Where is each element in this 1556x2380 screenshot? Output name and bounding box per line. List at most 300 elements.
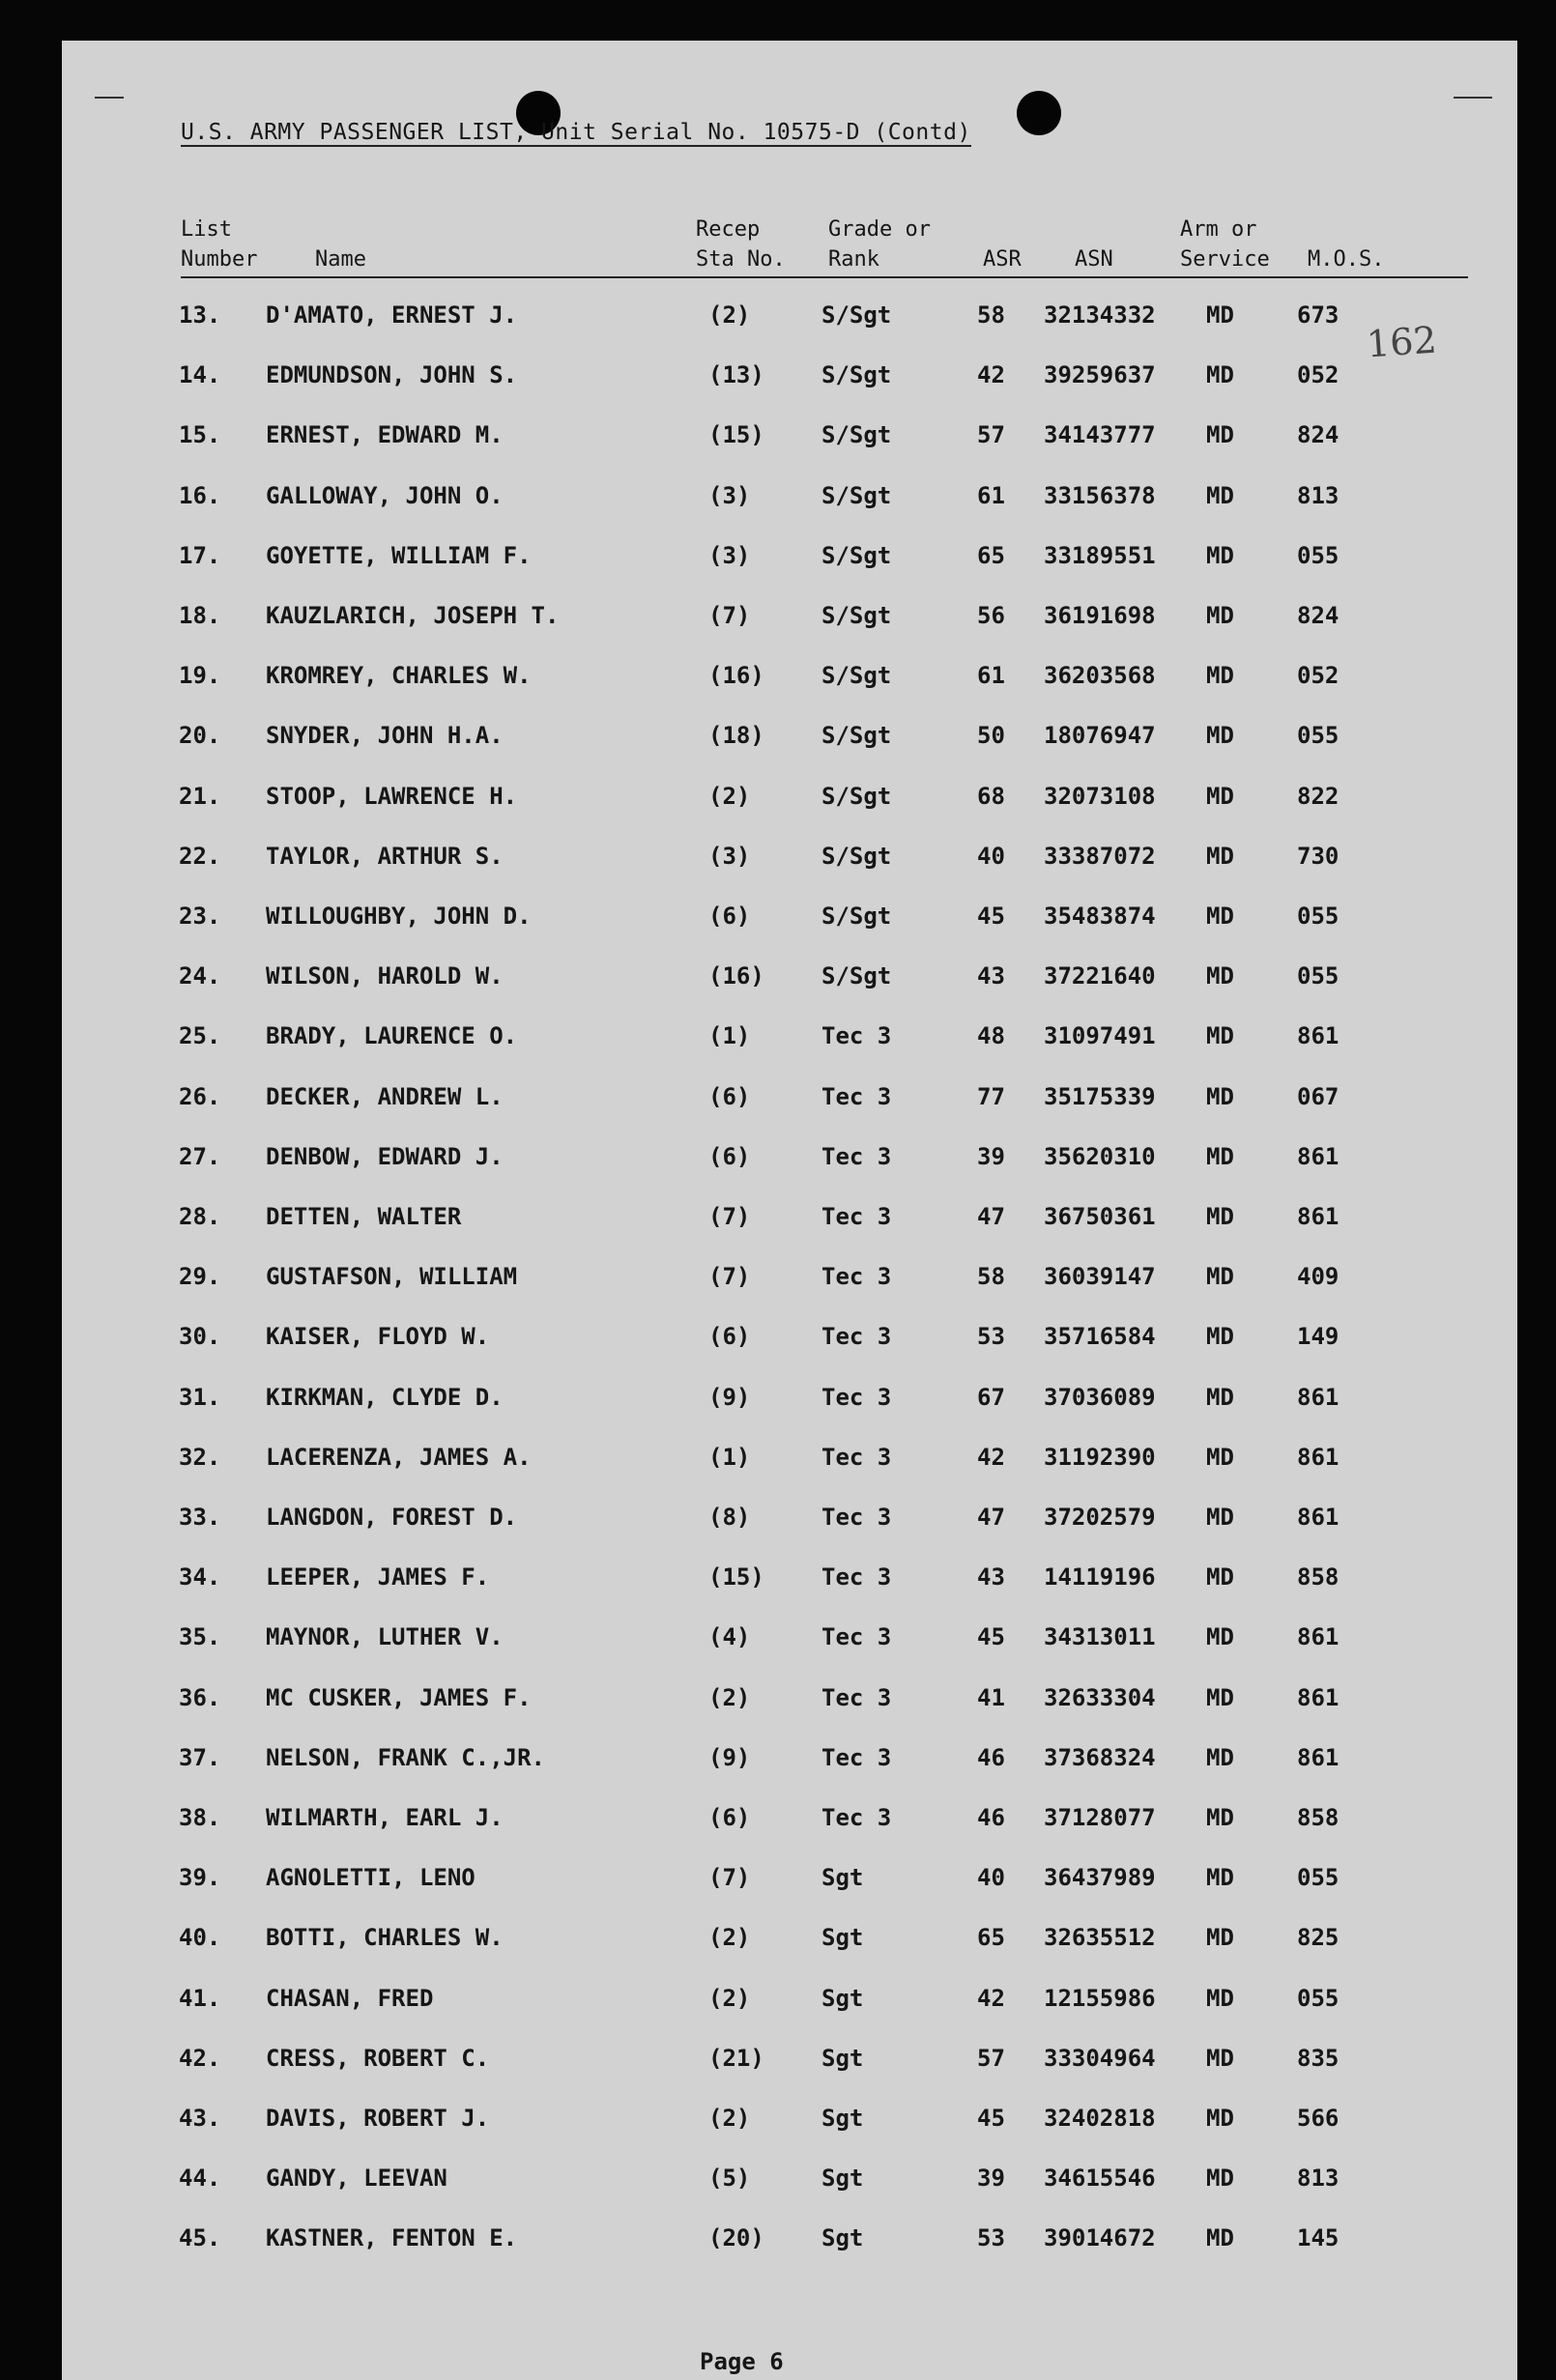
arm-or-service: MD <box>1206 421 1234 448</box>
passenger-name: GALLOWAY, JOHN O. <box>266 482 504 509</box>
list-number: 41. <box>179 1985 221 2012</box>
table-row <box>62 1684 1517 1723</box>
recep-sta-no: (7) <box>708 1263 751 1290</box>
grade-or-rank: Tec 3 <box>821 1504 892 1531</box>
header-underline <box>181 276 1468 278</box>
recep-sta-no: (5) <box>708 2165 751 2192</box>
recep-sta-no: (9) <box>708 1744 751 1771</box>
arm-or-service: MD <box>1206 722 1234 749</box>
mos-code: 824 <box>1297 421 1340 448</box>
asn-value: 35483874 <box>1044 903 1156 930</box>
list-number: 27. <box>179 1143 221 1170</box>
passenger-name: LACERENZA, JAMES A. <box>266 1444 532 1471</box>
mos-code: 858 <box>1297 1804 1340 1831</box>
mos-code: 052 <box>1297 361 1340 388</box>
table-row <box>62 2165 1517 2203</box>
passenger-name: DENBOW, EDWARD J. <box>266 1143 504 1170</box>
arm-or-service: MD <box>1206 2165 1234 2192</box>
mos-code: 861 <box>1297 1623 1340 1650</box>
grade-or-rank: Tec 3 <box>821 1684 892 1711</box>
document-title: U.S. ARMY PASSENGER LIST, Unit Serial No. 10575-D (Contd) <box>181 120 971 145</box>
asr-value: 42 <box>977 1985 1005 2012</box>
table-row <box>62 482 1517 521</box>
list-number: 40. <box>179 1924 221 1951</box>
grade-or-rank: Tec 3 <box>821 1143 892 1170</box>
grade-or-rank: S/Sgt <box>821 903 892 930</box>
grade-or-rank: Tec 3 <box>821 1444 892 1471</box>
grade-or-rank: Tec 3 <box>821 1022 892 1049</box>
grade-or-rank: Tec 3 <box>821 1563 892 1591</box>
mos-code: 824 <box>1297 602 1340 629</box>
grade-or-rank: S/Sgt <box>821 662 892 689</box>
asn-value: 18076947 <box>1044 722 1156 749</box>
grade-or-rank: Tec 3 <box>821 1203 892 1230</box>
asn-value: 36203568 <box>1044 662 1156 689</box>
grade-or-rank: Tec 3 <box>821 1623 892 1650</box>
asn-value: 33156378 <box>1044 482 1156 509</box>
passenger-name: NELSON, FRANK C.,JR. <box>266 1744 545 1771</box>
passenger-name: KAISER, FLOYD W. <box>266 1323 490 1350</box>
asr-value: 61 <box>977 482 1005 509</box>
grade-or-rank: Tec 3 <box>821 1744 892 1771</box>
recep-sta-no: (18) <box>708 722 764 749</box>
grade-or-rank: Sgt <box>821 2165 864 2192</box>
page-stamp-number: 162 <box>1365 318 1438 366</box>
passenger-name: WILMARTH, EARL J. <box>266 1804 504 1831</box>
recep-sta-no: (15) <box>708 421 764 448</box>
asn-value: 33304964 <box>1044 2045 1156 2072</box>
mos-code: 858 <box>1297 1563 1340 1591</box>
list-number: 13. <box>179 301 221 329</box>
asr-value: 58 <box>977 301 1005 329</box>
passenger-name: STOOP, LAWRENCE H. <box>266 783 518 810</box>
header-name: Name <box>315 247 366 272</box>
asr-value: 46 <box>977 1804 1005 1831</box>
recep-sta-no: (16) <box>708 962 764 989</box>
table-row <box>62 361 1517 400</box>
passenger-name: GOYETTE, WILLIAM F. <box>266 542 532 569</box>
table-row <box>62 722 1517 760</box>
asn-value: 32402818 <box>1044 2105 1156 2132</box>
grade-or-rank: S/Sgt <box>821 722 892 749</box>
passenger-name: AGNOLETTI, LENO <box>266 1864 475 1891</box>
list-number: 25. <box>179 1022 221 1049</box>
mos-code: 861 <box>1297 1744 1340 1771</box>
grade-or-rank: S/Sgt <box>821 301 892 329</box>
recep-sta-no: (7) <box>708 1864 751 1891</box>
list-number: 17. <box>179 542 221 569</box>
table-row <box>62 1804 1517 1843</box>
recep-sta-no: (3) <box>708 542 751 569</box>
asr-value: 65 <box>977 542 1005 569</box>
recep-sta-no: (7) <box>708 602 751 629</box>
asr-value: 61 <box>977 662 1005 689</box>
asn-value: 34143777 <box>1044 421 1156 448</box>
asr-value: 45 <box>977 2105 1005 2132</box>
asn-value: 39259637 <box>1044 361 1156 388</box>
asn-value: 35175339 <box>1044 1083 1156 1110</box>
passenger-name: LANGDON, FOREST D. <box>266 1504 518 1531</box>
grade-or-rank: S/Sgt <box>821 962 892 989</box>
arm-or-service: MD <box>1206 662 1234 689</box>
grade-or-rank: Sgt <box>821 2045 864 2072</box>
list-number: 22. <box>179 843 221 870</box>
header-recep-sta-no: Recep Sta No. <box>696 217 786 272</box>
mos-code: 730 <box>1297 843 1340 870</box>
arm-or-service: MD <box>1206 843 1234 870</box>
asr-value: 40 <box>977 1864 1005 1891</box>
table-row <box>62 1504 1517 1542</box>
passenger-name: TAYLOR, ARTHUR S. <box>266 843 504 870</box>
table-row <box>62 421 1517 460</box>
grade-or-rank: Sgt <box>821 2105 864 2132</box>
asr-value: 68 <box>977 783 1005 810</box>
table-row <box>62 2105 1517 2143</box>
recep-sta-no: (6) <box>708 1323 751 1350</box>
punch-hole <box>1017 91 1061 135</box>
mos-code: 822 <box>1297 783 1340 810</box>
asn-value: 36437989 <box>1044 1864 1156 1891</box>
recep-sta-no: (2) <box>708 1924 751 1951</box>
table-row <box>62 1563 1517 1602</box>
asr-value: 65 <box>977 1924 1005 1951</box>
asn-value: 35620310 <box>1044 1143 1156 1170</box>
passenger-name: GUSTAFSON, WILLIAM <box>266 1263 518 1290</box>
passenger-name: DECKER, ANDREW L. <box>266 1083 504 1110</box>
list-number: 37. <box>179 1744 221 1771</box>
recep-sta-no: (2) <box>708 1985 751 2012</box>
asr-value: 56 <box>977 602 1005 629</box>
recep-sta-no: (8) <box>708 1504 751 1531</box>
asn-value: 37368324 <box>1044 1744 1156 1771</box>
passenger-name: KIRKMAN, CLYDE D. <box>266 1384 504 1411</box>
arm-or-service: MD <box>1206 1263 1234 1290</box>
arm-or-service: MD <box>1206 1323 1234 1350</box>
grade-or-rank: Sgt <box>821 1985 864 2012</box>
grade-or-rank: Tec 3 <box>821 1263 892 1290</box>
table-row <box>62 2045 1517 2083</box>
arm-or-service: MD <box>1206 2045 1234 2072</box>
grade-or-rank: S/Sgt <box>821 602 892 629</box>
table-row <box>62 662 1517 701</box>
asr-value: 43 <box>977 962 1005 989</box>
table-row <box>62 1022 1517 1061</box>
table-row <box>62 783 1517 821</box>
mos-code: 861 <box>1297 1504 1340 1531</box>
table-row <box>62 903 1517 941</box>
table-row <box>62 1384 1517 1422</box>
table-row <box>62 542 1517 581</box>
list-number: 14. <box>179 361 221 388</box>
asr-value: 39 <box>977 2165 1005 2192</box>
asr-value: 77 <box>977 1083 1005 1110</box>
asr-value: 53 <box>977 2224 1005 2251</box>
mos-code: 835 <box>1297 2045 1340 2072</box>
recep-sta-no: (2) <box>708 301 751 329</box>
asr-value: 39 <box>977 1143 1005 1170</box>
page-number: Page 6 <box>700 2348 784 2375</box>
list-number: 23. <box>179 903 221 930</box>
recep-sta-no: (3) <box>708 843 751 870</box>
asr-value: 40 <box>977 843 1005 870</box>
asn-value: 33387072 <box>1044 843 1156 870</box>
mos-code: 861 <box>1297 1384 1340 1411</box>
asr-value: 67 <box>977 1384 1005 1411</box>
arm-or-service: MD <box>1206 1864 1234 1891</box>
recep-sta-no: (1) <box>708 1022 751 1049</box>
mos-code: 055 <box>1297 903 1340 930</box>
grade-or-rank: S/Sgt <box>821 421 892 448</box>
table-row <box>62 1623 1517 1662</box>
arm-or-service: MD <box>1206 1744 1234 1771</box>
table-row <box>62 843 1517 881</box>
list-number: 43. <box>179 2105 221 2132</box>
grade-or-rank: Sgt <box>821 1864 864 1891</box>
mos-code: 055 <box>1297 542 1340 569</box>
asn-value: 37202579 <box>1044 1504 1156 1531</box>
arm-or-service: MD <box>1206 2224 1234 2251</box>
asr-value: 41 <box>977 1684 1005 1711</box>
arm-or-service: MD <box>1206 1384 1234 1411</box>
asn-value: 37221640 <box>1044 962 1156 989</box>
mos-code: 052 <box>1297 662 1340 689</box>
grade-or-rank: Sgt <box>821 2224 864 2251</box>
recep-sta-no: (6) <box>708 1143 751 1170</box>
mos-code: 825 <box>1297 1924 1340 1951</box>
grade-or-rank: Tec 3 <box>821 1384 892 1411</box>
arm-or-service: MD <box>1206 1684 1234 1711</box>
arm-or-service: MD <box>1206 1083 1234 1110</box>
asr-value: 47 <box>977 1203 1005 1230</box>
list-number: 39. <box>179 1864 221 1891</box>
list-number: 24. <box>179 962 221 989</box>
arm-or-service: MD <box>1206 1804 1234 1831</box>
arm-or-service: MD <box>1206 542 1234 569</box>
mos-code: 861 <box>1297 1203 1340 1230</box>
passenger-name: ERNEST, EDWARD M. <box>266 421 504 448</box>
list-number: 35. <box>179 1623 221 1650</box>
grade-or-rank: S/Sgt <box>821 361 892 388</box>
passenger-name: GANDY, LEEVAN <box>266 2165 447 2192</box>
document-page <box>62 41 1517 2380</box>
mos-code: 149 <box>1297 1323 1340 1350</box>
grade-or-rank: S/Sgt <box>821 482 892 509</box>
recep-sta-no: (6) <box>708 903 751 930</box>
grade-or-rank: Tec 3 <box>821 1083 892 1110</box>
passenger-name: DETTEN, WALTER <box>266 1203 462 1230</box>
recep-sta-no: (6) <box>708 1804 751 1831</box>
asn-value: 36039147 <box>1044 1263 1156 1290</box>
recep-sta-no: (13) <box>708 361 764 388</box>
passenger-name: EDMUNDSON, JOHN S. <box>266 361 518 388</box>
asr-value: 46 <box>977 1744 1005 1771</box>
list-number: 15. <box>179 421 221 448</box>
list-number: 29. <box>179 1263 221 1290</box>
mos-code: 055 <box>1297 1985 1340 2012</box>
list-number: 45. <box>179 2224 221 2251</box>
asn-value: 36191698 <box>1044 602 1156 629</box>
asn-value: 34615546 <box>1044 2165 1156 2192</box>
asn-value: 32073108 <box>1044 783 1156 810</box>
passenger-name: LEEPER, JAMES F. <box>266 1563 490 1591</box>
list-number: 38. <box>179 1804 221 1831</box>
table-row <box>62 602 1517 641</box>
arm-or-service: MD <box>1206 962 1234 989</box>
table-row <box>62 962 1517 1001</box>
list-number: 34. <box>179 1563 221 1591</box>
recep-sta-no: (1) <box>708 1444 751 1471</box>
header-mos: M.O.S. <box>1308 247 1385 272</box>
header-arm-or-service: Arm or Service <box>1180 217 1270 272</box>
recep-sta-no: (9) <box>708 1384 751 1411</box>
table-row <box>62 1143 1517 1182</box>
arm-or-service: MD <box>1206 783 1234 810</box>
asn-value: 12155986 <box>1044 1985 1156 2012</box>
list-number: 31. <box>179 1384 221 1411</box>
table-row <box>62 1444 1517 1482</box>
asr-value: 42 <box>977 361 1005 388</box>
list-number: 44. <box>179 2165 221 2192</box>
asn-value: 31097491 <box>1044 1022 1156 1049</box>
arm-or-service: MD <box>1206 1203 1234 1230</box>
asr-value: 57 <box>977 421 1005 448</box>
mos-code: 861 <box>1297 1444 1340 1471</box>
asr-value: 43 <box>977 1563 1005 1591</box>
arm-or-service: MD <box>1206 301 1234 329</box>
mos-code: 813 <box>1297 482 1340 509</box>
arm-or-service: MD <box>1206 1563 1234 1591</box>
passenger-name: CRESS, ROBERT C. <box>266 2045 490 2072</box>
recep-sta-no: (20) <box>708 2224 764 2251</box>
recep-sta-no: (21) <box>708 2045 764 2072</box>
asn-value: 36750361 <box>1044 1203 1156 1230</box>
arm-or-service: MD <box>1206 1444 1234 1471</box>
recep-sta-no: (15) <box>708 1563 764 1591</box>
table-row <box>62 1744 1517 1783</box>
mos-code: 813 <box>1297 2165 1340 2192</box>
asn-value: 31192390 <box>1044 1444 1156 1471</box>
list-number: 42. <box>179 2045 221 2072</box>
asr-value: 47 <box>977 1504 1005 1531</box>
mos-code: 409 <box>1297 1263 1340 1290</box>
asn-value: 37128077 <box>1044 1804 1156 1831</box>
arm-or-service: MD <box>1206 2105 1234 2132</box>
asr-value: 42 <box>977 1444 1005 1471</box>
mos-code: 861 <box>1297 1143 1340 1170</box>
passenger-name: DAVIS, ROBERT J. <box>266 2105 490 2132</box>
table-row <box>62 301 1517 340</box>
asr-value: 53 <box>977 1323 1005 1350</box>
asn-value: 39014672 <box>1044 2224 1156 2251</box>
recep-sta-no: (7) <box>708 1203 751 1230</box>
arm-or-service: MD <box>1206 482 1234 509</box>
passenger-name: MAYNOR, LUTHER V. <box>266 1623 504 1650</box>
table-row <box>62 1203 1517 1242</box>
recep-sta-no: (6) <box>708 1083 751 1110</box>
passenger-name: BRADY, LAURENCE O. <box>266 1022 518 1049</box>
list-number: 30. <box>179 1323 221 1350</box>
asn-value: 34313011 <box>1044 1623 1156 1650</box>
grade-or-rank: Sgt <box>821 1924 864 1951</box>
header-asn: ASN <box>1075 247 1113 272</box>
header-list-number: List Number <box>181 217 258 272</box>
arm-or-service: MD <box>1206 1985 1234 2012</box>
list-number: 16. <box>179 482 221 509</box>
grade-or-rank: S/Sgt <box>821 843 892 870</box>
list-number: 19. <box>179 662 221 689</box>
mos-code: 673 <box>1297 301 1340 329</box>
list-number: 32. <box>179 1444 221 1471</box>
recep-sta-no: (3) <box>708 482 751 509</box>
table-row <box>62 1083 1517 1122</box>
table-row <box>62 1924 1517 1963</box>
asr-value: 45 <box>977 1623 1005 1650</box>
recep-sta-no: (2) <box>708 1684 751 1711</box>
mos-code: 055 <box>1297 722 1340 749</box>
recep-sta-no: (16) <box>708 662 764 689</box>
header-grade-or-rank: Grade or Rank <box>828 217 931 272</box>
mos-code: 566 <box>1297 2105 1340 2132</box>
asr-value: 45 <box>977 903 1005 930</box>
mos-code: 861 <box>1297 1022 1340 1049</box>
asn-value: 35716584 <box>1044 1323 1156 1350</box>
asn-value: 32134332 <box>1044 301 1156 329</box>
arm-or-service: MD <box>1206 1143 1234 1170</box>
edge-mark <box>1454 97 1492 99</box>
mos-code: 067 <box>1297 1083 1340 1110</box>
mos-code: 145 <box>1297 2224 1340 2251</box>
table-row <box>62 1864 1517 1903</box>
grade-or-rank: S/Sgt <box>821 783 892 810</box>
table-row <box>62 1323 1517 1362</box>
list-number: 21. <box>179 783 221 810</box>
list-number: 26. <box>179 1083 221 1110</box>
mos-code: 861 <box>1297 1684 1340 1711</box>
arm-or-service: MD <box>1206 1924 1234 1951</box>
mos-code: 055 <box>1297 962 1340 989</box>
passenger-name: SNYDER, JOHN H.A. <box>266 722 504 749</box>
asn-value: 14119196 <box>1044 1563 1156 1591</box>
list-number: 20. <box>179 722 221 749</box>
arm-or-service: MD <box>1206 1504 1234 1531</box>
asn-value: 37036089 <box>1044 1384 1156 1411</box>
asn-value: 32633304 <box>1044 1684 1156 1711</box>
list-number: 33. <box>179 1504 221 1531</box>
arm-or-service: MD <box>1206 1022 1234 1049</box>
passenger-name: WILSON, HAROLD W. <box>266 962 504 989</box>
edge-mark <box>95 97 124 99</box>
arm-or-service: MD <box>1206 361 1234 388</box>
list-number: 36. <box>179 1684 221 1711</box>
asr-value: 50 <box>977 722 1005 749</box>
asn-value: 32635512 <box>1044 1924 1156 1951</box>
grade-or-rank: Tec 3 <box>821 1323 892 1350</box>
recep-sta-no: (2) <box>708 783 751 810</box>
recep-sta-no: (4) <box>708 1623 751 1650</box>
passenger-name: KASTNER, FENTON E. <box>266 2224 518 2251</box>
asr-value: 58 <box>977 1263 1005 1290</box>
header-asr: ASR <box>983 247 1022 272</box>
table-row <box>62 2224 1517 2263</box>
recep-sta-no: (2) <box>708 2105 751 2132</box>
passenger-name: D'AMATO, ERNEST J. <box>266 301 518 329</box>
passenger-name: KROMREY, CHARLES W. <box>266 662 532 689</box>
asr-value: 57 <box>977 2045 1005 2072</box>
table-row <box>62 1985 1517 2023</box>
grade-or-rank: S/Sgt <box>821 542 892 569</box>
list-number: 18. <box>179 602 221 629</box>
table-row <box>62 1263 1517 1302</box>
